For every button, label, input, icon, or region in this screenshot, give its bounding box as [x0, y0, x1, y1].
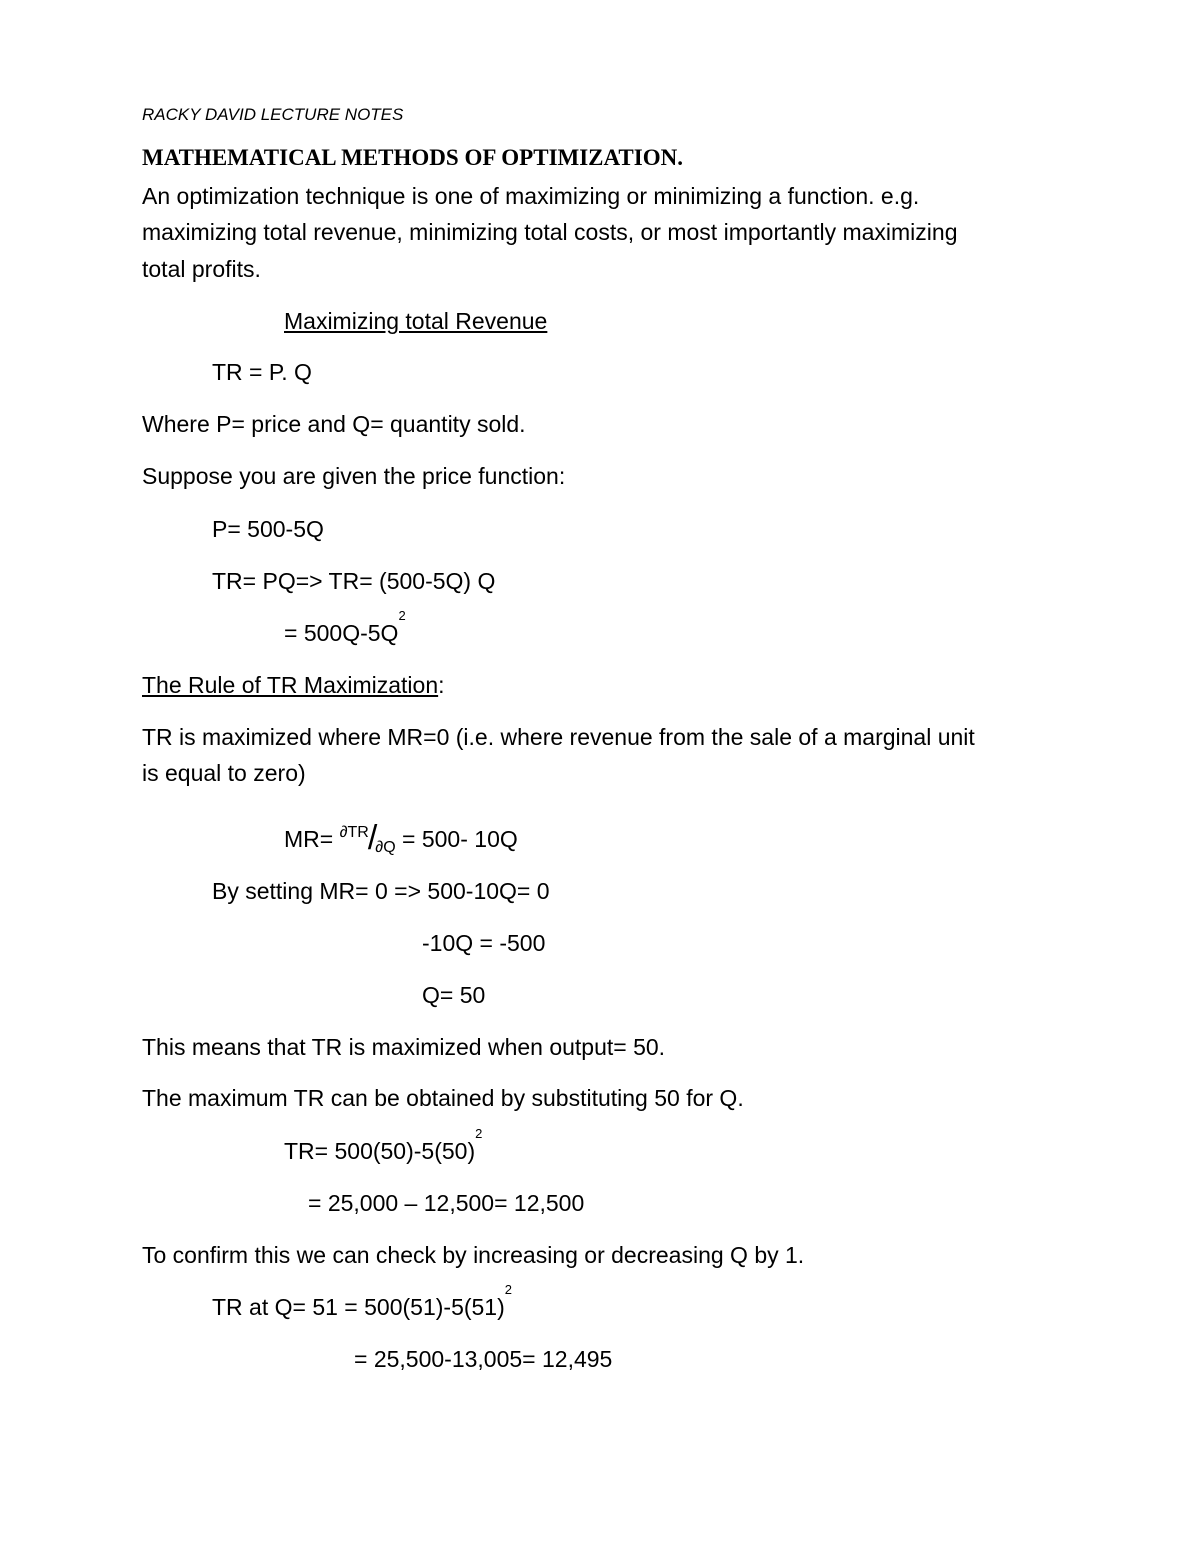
max-text: The maximum TR can be obtained by substituting 50 for Q.	[142, 1085, 744, 1111]
mr-prefix: MR=	[284, 826, 334, 852]
rule-heading-colon: :	[438, 672, 445, 698]
setting-step-3: Q= 50	[422, 982, 486, 1008]
tr-at-50	[284, 1126, 483, 1165]
rule-line-2: is equal to zero)	[142, 760, 306, 786]
mr-fraction-slash: /	[367, 819, 378, 857]
rule-line-1: TR is maximized where MR=0 (i.e. where revenue from the sale of a marginal unit	[142, 724, 975, 750]
tr-at-51	[212, 1282, 512, 1321]
means-text: This means that TR is maximized when output= 50.	[142, 1034, 666, 1060]
tr-at-51-exponent: 2	[504, 1282, 512, 1297]
tr-at-50-base: TR= 500(50)-5(50)	[284, 1138, 476, 1164]
intro-line-3: total profits.	[142, 256, 261, 282]
rule-heading: The Rule of TR Maximization	[142, 672, 439, 698]
document-title: MATHEMATICAL METHODS OF OPTIMIZATION.	[142, 145, 683, 170]
rule-heading-line	[142, 671, 445, 699]
tr-result	[284, 608, 406, 647]
tr-result-base: = 500Q-5Q	[284, 620, 399, 646]
tr-derivation: TR= PQ=> TR= (500-5Q) Q	[212, 568, 496, 594]
suppose-text: Suppose you are given the price function:	[142, 463, 566, 489]
mr-suffix: = 500- 10Q	[402, 826, 518, 852]
tr-result-exponent: 2	[398, 608, 406, 623]
tr-formula: TR = P. Q	[212, 359, 312, 385]
tr-at-51-result: = 25,500-13,005= 12,495	[354, 1346, 613, 1372]
mr-denominator: ∂Q	[375, 839, 396, 856]
where-text: Where P= price and Q= quantity sold.	[142, 411, 526, 437]
setting-step-1: By setting MR= 0 => 500-10Q= 0	[212, 878, 550, 904]
confirm-text: To confirm this we can check by increasing or decreasing Q by 1.	[142, 1242, 805, 1268]
mr-equation	[284, 819, 518, 857]
document-header: RACKY DAVID LECTURE NOTES	[142, 105, 404, 124]
mr-numerator: ∂TR	[339, 824, 369, 841]
section-heading: Maximizing total Revenue	[284, 308, 548, 334]
setting-step-2: -10Q = -500	[422, 930, 546, 956]
intro-line-1: An optimization technique is one of maximizing or minimizing a function. e.g.	[142, 183, 920, 209]
tr-at-50-exponent: 2	[475, 1126, 483, 1141]
price-function: P= 500-5Q	[212, 516, 324, 542]
tr-at-51-base: TR at Q= 51 = 500(51)-5(51)	[212, 1294, 505, 1320]
tr-at-50-result: = 25,000 – 12,500= 12,500	[308, 1190, 585, 1216]
intro-line-2: maximizing total revenue, minimizing total costs, or most importantly maximizing	[142, 219, 958, 245]
